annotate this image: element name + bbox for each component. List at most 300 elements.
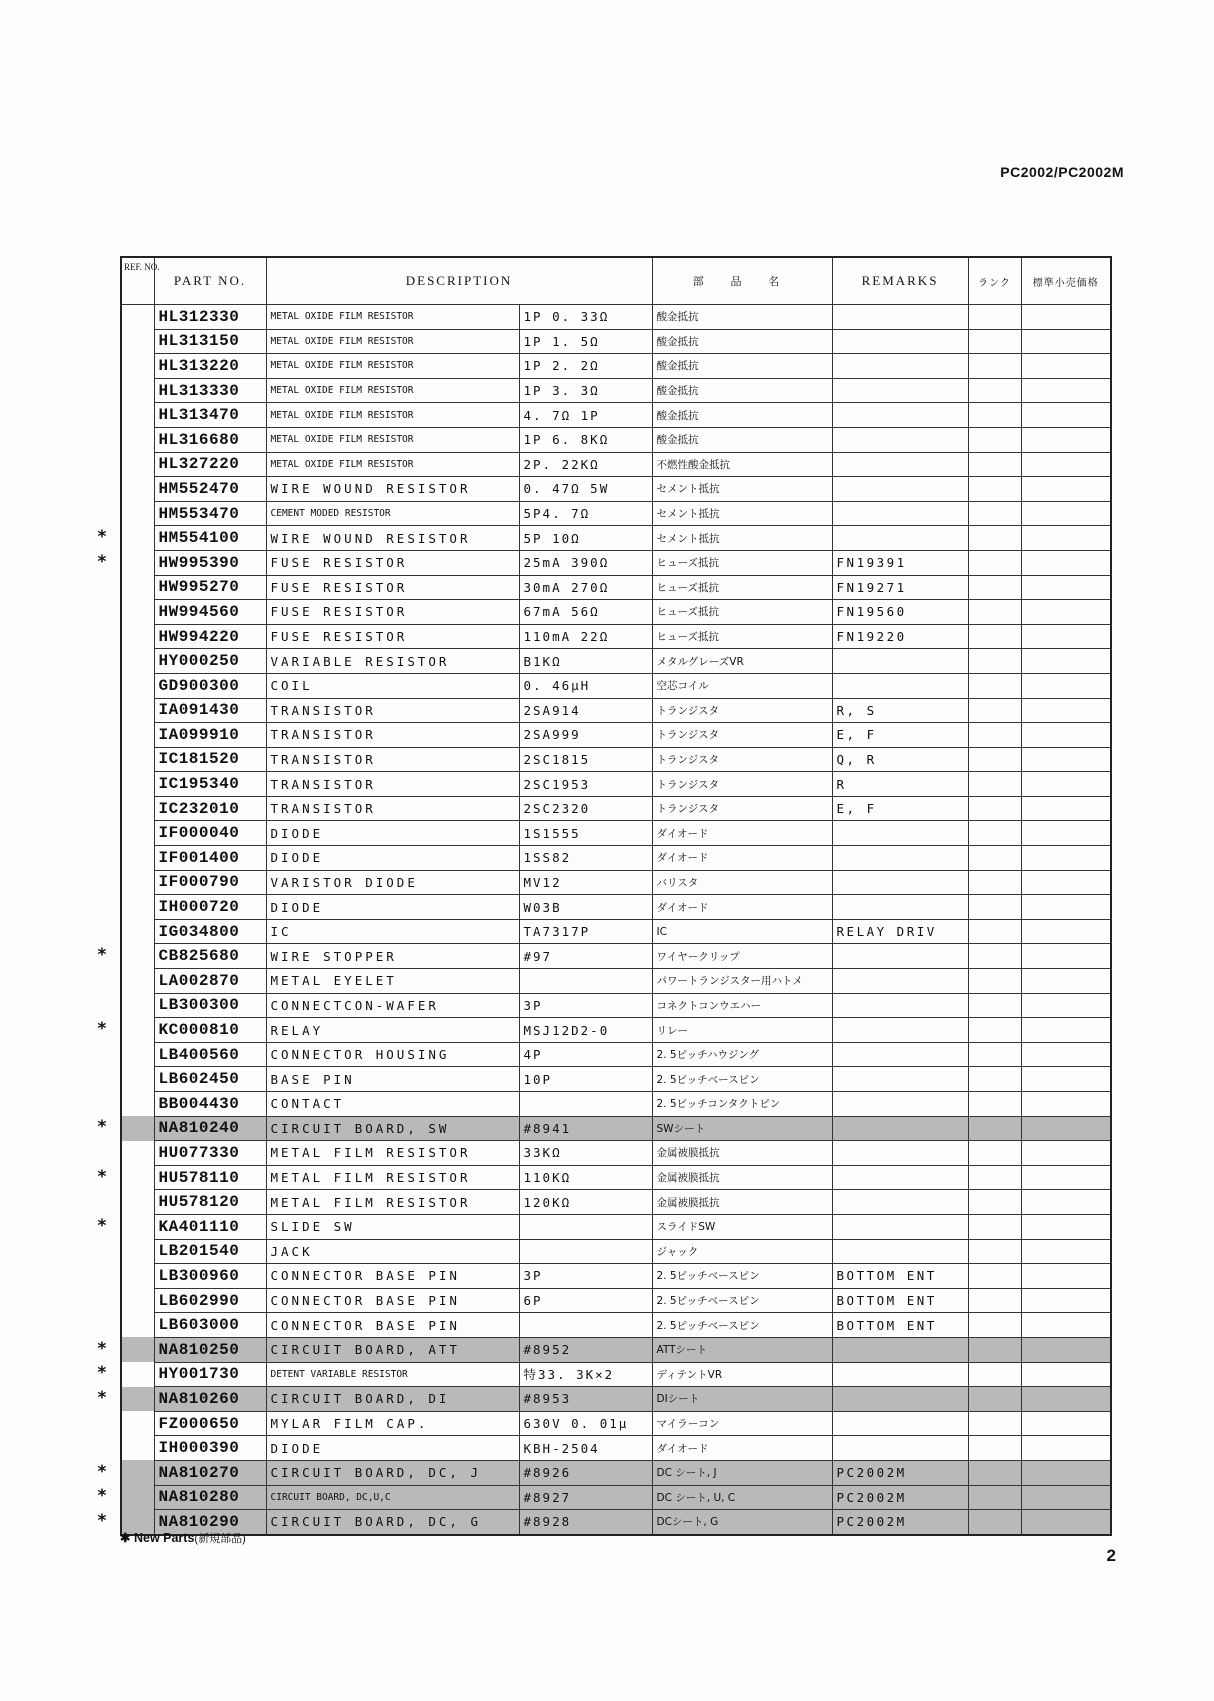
- table-row: [121, 1485, 1111, 1510]
- rank-cell: [968, 550, 1021, 575]
- table-row: [121, 944, 1111, 969]
- japanese-name: トランジスタ: [652, 698, 832, 723]
- price-cell: [1021, 1116, 1111, 1141]
- japanese-name: トランジスタ: [652, 747, 832, 772]
- table-row: [121, 1190, 1111, 1215]
- description: CIRCUIT BOARD, DC, J: [266, 1460, 519, 1485]
- table-row: [121, 747, 1111, 772]
- price-cell: [1021, 1214, 1111, 1239]
- table-row: [121, 452, 1111, 477]
- rank-cell: [968, 477, 1021, 502]
- table-row: [121, 821, 1111, 846]
- price-cell: [1021, 1042, 1111, 1067]
- table-row: [121, 895, 1111, 920]
- price-cell: [1021, 772, 1111, 797]
- japanese-name: 空芯コイル: [652, 673, 832, 698]
- japanese-name: パワートランジスター用ハトメ: [652, 969, 832, 994]
- ref-no-cell: [121, 1214, 154, 1239]
- ref-no-cell: [121, 624, 154, 649]
- japanese-name: スライドSW: [652, 1214, 832, 1239]
- japanese-name: リレー: [652, 1018, 832, 1043]
- rank-cell: [968, 305, 1021, 330]
- description: TRANSISTOR: [266, 723, 519, 748]
- ref-no-cell: [121, 870, 154, 895]
- table-row: [121, 673, 1111, 698]
- ref-no-cell: [121, 846, 154, 871]
- table-row: [121, 305, 1111, 330]
- table-row: [121, 1116, 1111, 1141]
- price-cell: [1021, 919, 1111, 944]
- table-row: [121, 870, 1111, 895]
- part-number: HL313470: [154, 403, 266, 428]
- col-ref-no: REF. NO.: [121, 257, 154, 305]
- part-number: LB400560: [154, 1042, 266, 1067]
- specification: 0. 47Ω 5W: [519, 477, 652, 502]
- specification: 2SA999: [519, 723, 652, 748]
- ref-no-cell: [121, 600, 154, 625]
- table-row: [121, 993, 1111, 1018]
- description: CONNECTOR BASE PIN: [266, 1313, 519, 1338]
- rank-cell: [968, 452, 1021, 477]
- rank-cell: [968, 846, 1021, 871]
- remarks: [832, 1436, 968, 1461]
- specification: [519, 969, 652, 994]
- specification: #8953: [519, 1387, 652, 1412]
- table-row: [121, 723, 1111, 748]
- part-number: IF000790: [154, 870, 266, 895]
- price-cell: [1021, 329, 1111, 354]
- price-cell: [1021, 1337, 1111, 1362]
- specification: #97: [519, 944, 652, 969]
- price-cell: [1021, 969, 1111, 994]
- ref-no-cell: [121, 1337, 154, 1362]
- rank-cell: [968, 1190, 1021, 1215]
- specification: 4P: [519, 1042, 652, 1067]
- japanese-name: セメント抵抗: [652, 477, 832, 502]
- specification: 4. 7Ω 1P: [519, 403, 652, 428]
- japanese-name: 2. 5ピッチハウジング: [652, 1042, 832, 1067]
- description: WIRE WOUND RESISTOR: [266, 526, 519, 551]
- remarks: [832, 501, 968, 526]
- table-row: [121, 1362, 1111, 1387]
- ref-no-cell: [121, 1116, 154, 1141]
- description: MYLAR FILM CAP.: [266, 1411, 519, 1436]
- part-number: BB004430: [154, 1092, 266, 1117]
- table-row: [121, 378, 1111, 403]
- ref-no-cell: [121, 1411, 154, 1436]
- table-row: [121, 796, 1111, 821]
- price-cell: [1021, 1165, 1111, 1190]
- table-row: [121, 1239, 1111, 1264]
- rank-cell: [968, 1264, 1021, 1289]
- table-row: [121, 600, 1111, 625]
- price-cell: [1021, 427, 1111, 452]
- price-cell: [1021, 870, 1111, 895]
- table-row: [121, 969, 1111, 994]
- japanese-name: ヒューズ抵抗: [652, 600, 832, 625]
- specification: 2SC2320: [519, 796, 652, 821]
- description: FUSE RESISTOR: [266, 575, 519, 600]
- specification: [519, 1313, 652, 1338]
- footnote: [120, 1530, 246, 1546]
- table-row: [121, 477, 1111, 502]
- part-number: IF000040: [154, 821, 266, 846]
- japanese-name: 2. 5ピッチベースピン: [652, 1264, 832, 1289]
- specification: [519, 1092, 652, 1117]
- japanese-name: マイラーコン: [652, 1411, 832, 1436]
- rank-cell: [968, 1313, 1021, 1338]
- rank-cell: [968, 821, 1021, 846]
- price-cell: [1021, 526, 1111, 551]
- price-cell: [1021, 649, 1111, 674]
- remarks: [832, 1387, 968, 1412]
- japanese-name: ワイヤークリップ: [652, 944, 832, 969]
- japanese-name: セメント抵抗: [652, 501, 832, 526]
- remarks: E, F: [832, 796, 968, 821]
- specification: B1KΩ: [519, 649, 652, 674]
- specification: 3P: [519, 1264, 652, 1289]
- ref-no-cell: [121, 575, 154, 600]
- rank-cell: [968, 1485, 1021, 1510]
- rank-cell: [968, 870, 1021, 895]
- japanese-name: 不燃性酸金抵抗: [652, 452, 832, 477]
- rank-cell: [968, 1165, 1021, 1190]
- price-cell: [1021, 1288, 1111, 1313]
- rank-cell: [968, 944, 1021, 969]
- description: COIL: [266, 673, 519, 698]
- ref-no-cell: [121, 723, 154, 748]
- description: RELAY: [266, 1018, 519, 1043]
- part-number: LB603000: [154, 1313, 266, 1338]
- part-number: FZ000650: [154, 1411, 266, 1436]
- ref-no-cell: [121, 821, 154, 846]
- remarks: [832, 1067, 968, 1092]
- ref-no-cell: [121, 1092, 154, 1117]
- specification: 2SA914: [519, 698, 652, 723]
- description: TRANSISTOR: [266, 772, 519, 797]
- description: FUSE RESISTOR: [266, 624, 519, 649]
- rank-cell: [968, 329, 1021, 354]
- table-row: [121, 1092, 1111, 1117]
- description: METAL OXIDE FILM RESISTOR: [266, 329, 519, 354]
- ref-no-cell: [121, 1288, 154, 1313]
- description: CIRCUIT BOARD, DI: [266, 1387, 519, 1412]
- remarks: [832, 673, 968, 698]
- japanese-name: ダイオード: [652, 821, 832, 846]
- price-cell: [1021, 550, 1111, 575]
- rank-cell: [968, 1460, 1021, 1485]
- part-number: HW994560: [154, 600, 266, 625]
- description: METAL FILM RESISTOR: [266, 1141, 519, 1166]
- ref-no-cell: [121, 550, 154, 575]
- part-number: IF001400: [154, 846, 266, 871]
- remarks: FN19271: [832, 575, 968, 600]
- description: METAL OXIDE FILM RESISTOR: [266, 378, 519, 403]
- japanese-name: 酸金抵抗: [652, 329, 832, 354]
- description: CEMENT MODED RESISTOR: [266, 501, 519, 526]
- price-cell: [1021, 993, 1111, 1018]
- price-cell: [1021, 501, 1111, 526]
- part-number: CB825680: [154, 944, 266, 969]
- ref-no-cell: [121, 305, 154, 330]
- japanese-name: ダイオード: [652, 846, 832, 871]
- specification: 2SC1953: [519, 772, 652, 797]
- rank-cell: [968, 772, 1021, 797]
- specification: 特33. 3K×2: [519, 1362, 652, 1387]
- ref-no-cell: [121, 772, 154, 797]
- rank-cell: [968, 723, 1021, 748]
- specification: 3P: [519, 993, 652, 1018]
- ref-no-cell: [121, 1436, 154, 1461]
- specification: 67mA 56Ω: [519, 600, 652, 625]
- rank-cell: [968, 993, 1021, 1018]
- remarks: [832, 1116, 968, 1141]
- table-row: [121, 1264, 1111, 1289]
- ref-no-cell: [121, 1042, 154, 1067]
- japanese-name: 金属被膜抵抗: [652, 1165, 832, 1190]
- part-number: LB602450: [154, 1067, 266, 1092]
- part-number: LA002870: [154, 969, 266, 994]
- specification: 33KΩ: [519, 1141, 652, 1166]
- specification: 110KΩ: [519, 1165, 652, 1190]
- ref-no-cell: [121, 1387, 154, 1412]
- table-row: [121, 1387, 1111, 1412]
- new-part-mark-icon: *: [97, 527, 107, 548]
- part-number: HL327220: [154, 452, 266, 477]
- footnote-label: New Parts: [133, 1531, 195, 1545]
- parts-table: [120, 256, 1112, 1536]
- part-number: HL313150: [154, 329, 266, 354]
- table-row: [121, 1067, 1111, 1092]
- ref-no-cell: [121, 477, 154, 502]
- col-rank: ランク: [968, 257, 1021, 305]
- ref-no-cell: [121, 1239, 154, 1264]
- part-number: KC000810: [154, 1018, 266, 1043]
- part-number: NA810260: [154, 1387, 266, 1412]
- price-cell: [1021, 944, 1111, 969]
- new-part-mark-icon: ✱: [120, 1531, 131, 1545]
- table-row: [121, 698, 1111, 723]
- remarks: [832, 969, 968, 994]
- new-part-mark-icon: *: [97, 551, 107, 572]
- table-row: [121, 329, 1111, 354]
- ref-no-cell: [121, 969, 154, 994]
- japanese-name: DC シート, U, C: [652, 1485, 832, 1510]
- new-part-mark-icon: *: [97, 945, 107, 966]
- part-number: HW995270: [154, 575, 266, 600]
- description: CONNECTOR HOUSING: [266, 1042, 519, 1067]
- part-number: HU077330: [154, 1141, 266, 1166]
- japanese-name: ATTシート: [652, 1337, 832, 1362]
- price-cell: [1021, 1141, 1111, 1166]
- new-part-mark-icon: *: [97, 1461, 107, 1482]
- price-cell: [1021, 403, 1111, 428]
- remarks: [832, 821, 968, 846]
- ref-no-cell: [121, 1067, 154, 1092]
- remarks: FN19560: [832, 600, 968, 625]
- japanese-name: バリスタ: [652, 870, 832, 895]
- specification: 110mA 22Ω: [519, 624, 652, 649]
- remarks: [832, 378, 968, 403]
- ref-no-cell: [121, 698, 154, 723]
- description: FUSE RESISTOR: [266, 600, 519, 625]
- price-cell: [1021, 846, 1111, 871]
- description: CIRCUIT BOARD, DC, G: [266, 1510, 519, 1535]
- price-cell: [1021, 1485, 1111, 1510]
- description: METAL OXIDE FILM RESISTOR: [266, 427, 519, 452]
- ref-no-cell: [121, 1485, 154, 1510]
- table-row: [121, 575, 1111, 600]
- description: CIRCUIT BOARD, DC,U,C: [266, 1485, 519, 1510]
- price-cell: [1021, 821, 1111, 846]
- remarks: BOTTOM ENT: [832, 1313, 968, 1338]
- remarks: R: [832, 772, 968, 797]
- remarks: [832, 427, 968, 452]
- japanese-name: DCシート, G: [652, 1510, 832, 1535]
- ref-no-cell: [121, 993, 154, 1018]
- rank-cell: [968, 1337, 1021, 1362]
- japanese-name: メタルグレーズVR: [652, 649, 832, 674]
- price-cell: [1021, 600, 1111, 625]
- description: CONNECTOR BASE PIN: [266, 1288, 519, 1313]
- specification: 630V 0. 01μ: [519, 1411, 652, 1436]
- specification: 1P 3. 3Ω: [519, 378, 652, 403]
- description: CONTACT: [266, 1092, 519, 1117]
- remarks: FN19220: [832, 624, 968, 649]
- description: BASE PIN: [266, 1067, 519, 1092]
- specification: #8952: [519, 1337, 652, 1362]
- rank-cell: [968, 427, 1021, 452]
- price-cell: [1021, 1190, 1111, 1215]
- description: METAL FILM RESISTOR: [266, 1165, 519, 1190]
- rank-cell: [968, 1018, 1021, 1043]
- description: TRANSISTOR: [266, 747, 519, 772]
- rank-cell: [968, 1092, 1021, 1117]
- specification: MV12: [519, 870, 652, 895]
- ref-no-cell: [121, 1018, 154, 1043]
- specification: 6P: [519, 1288, 652, 1313]
- japanese-name: ダイオード: [652, 1436, 832, 1461]
- price-cell: [1021, 1510, 1111, 1535]
- rank-cell: [968, 354, 1021, 379]
- japanese-name: DIシート: [652, 1387, 832, 1412]
- ref-no-cell: [121, 747, 154, 772]
- table-row: [121, 772, 1111, 797]
- remarks: [832, 1239, 968, 1264]
- description: JACK: [266, 1239, 519, 1264]
- japanese-name: 酸金抵抗: [652, 427, 832, 452]
- rank-cell: [968, 1042, 1021, 1067]
- remarks: BOTTOM ENT: [832, 1264, 968, 1289]
- part-number: HY000250: [154, 649, 266, 674]
- japanese-name: セメント抵抗: [652, 526, 832, 551]
- remarks: Q, R: [832, 747, 968, 772]
- specification: 1P 6. 8KΩ: [519, 427, 652, 452]
- rank-cell: [968, 600, 1021, 625]
- rank-cell: [968, 1067, 1021, 1092]
- description: DIODE: [266, 1436, 519, 1461]
- remarks: [832, 1190, 968, 1215]
- specification: #8928: [519, 1510, 652, 1535]
- description: CIRCUIT BOARD, ATT: [266, 1337, 519, 1362]
- specification: KBH-2504: [519, 1436, 652, 1461]
- specification: 5P 10Ω: [519, 526, 652, 551]
- ref-no-cell: [121, 526, 154, 551]
- table-row: [121, 1042, 1111, 1067]
- table-row: [121, 1337, 1111, 1362]
- ref-no-cell: [121, 1362, 154, 1387]
- remarks: PC2002M: [832, 1485, 968, 1510]
- table-row: [121, 1214, 1111, 1239]
- description: VARISTOR DIODE: [266, 870, 519, 895]
- price-cell: [1021, 723, 1111, 748]
- part-number: IC232010: [154, 796, 266, 821]
- page-number: 2: [1106, 1546, 1116, 1565]
- table-row: [121, 1141, 1111, 1166]
- table-row: [121, 1313, 1111, 1338]
- japanese-name: 酸金抵抗: [652, 403, 832, 428]
- table-row: [121, 354, 1111, 379]
- japanese-name: トランジスタ: [652, 772, 832, 797]
- rank-cell: [968, 1214, 1021, 1239]
- japanese-name: 金属被膜抵抗: [652, 1141, 832, 1166]
- ref-no-cell: [121, 649, 154, 674]
- description: TRANSISTOR: [266, 698, 519, 723]
- price-cell: [1021, 747, 1111, 772]
- ref-no-cell: [121, 1141, 154, 1166]
- japanese-name: 2. 5ピッチベースピン: [652, 1067, 832, 1092]
- remarks: PC2002M: [832, 1510, 968, 1535]
- part-number: NA810250: [154, 1337, 266, 1362]
- rank-cell: [968, 1239, 1021, 1264]
- description: DIODE: [266, 895, 519, 920]
- part-number: IG034800: [154, 919, 266, 944]
- remarks: [832, 329, 968, 354]
- rank-cell: [968, 403, 1021, 428]
- table-header-row: [121, 257, 1111, 305]
- specification: 5P4. 7Ω: [519, 501, 652, 526]
- description: IC: [266, 919, 519, 944]
- rank-cell: [968, 895, 1021, 920]
- new-part-mark-icon: *: [97, 1486, 107, 1507]
- part-number: IA099910: [154, 723, 266, 748]
- remarks: [832, 452, 968, 477]
- ref-no-cell: [121, 895, 154, 920]
- ref-no-cell: [121, 1313, 154, 1338]
- new-part-mark-icon: *: [97, 1338, 107, 1359]
- price-cell: [1021, 698, 1111, 723]
- ref-no-cell: [121, 378, 154, 403]
- ref-no-cell: [121, 329, 154, 354]
- part-number: NA810290: [154, 1510, 266, 1535]
- price-cell: [1021, 895, 1111, 920]
- description: METAL FILM RESISTOR: [266, 1190, 519, 1215]
- japanese-name: 酸金抵抗: [652, 378, 832, 403]
- rank-cell: [968, 747, 1021, 772]
- table-row: [121, 846, 1111, 871]
- description: METAL OXIDE FILM RESISTOR: [266, 305, 519, 330]
- specification: 1P 0. 33Ω: [519, 305, 652, 330]
- table-row: [121, 526, 1111, 551]
- rank-cell: [968, 501, 1021, 526]
- part-number: KA401110: [154, 1214, 266, 1239]
- table-row: [121, 403, 1111, 428]
- specification: 10P: [519, 1067, 652, 1092]
- specification: #8926: [519, 1460, 652, 1485]
- remarks: [832, 1042, 968, 1067]
- ref-no-cell: [121, 1165, 154, 1190]
- remarks: [832, 649, 968, 674]
